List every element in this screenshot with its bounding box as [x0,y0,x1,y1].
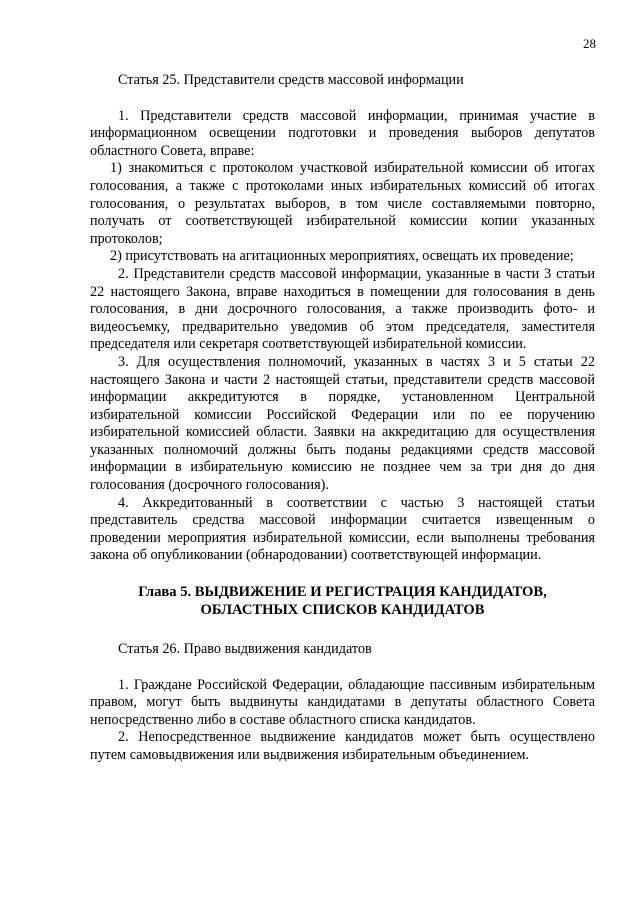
article-26-paragraph: 2. Непосредственное выдвижение кандидатов может быть осуществлено путем самовыдвижения или выдвижения избирательным объединением. [90,729,595,763]
chapter-5-title-line: Глава 5. ВЫДВИЖЕНИЕ И РЕГИСТРАЦИЯ КАНДИДАТОВ, [138,584,547,601]
article-25-paragraph: 2) присутствовать на агитационных мероприятиях, освещать их проведение; [110,248,574,265]
chapter-5-title [90,583,595,619]
article-25-paragraph: 1) знакомиться с протоколом участковой избирательной комиссии об итогах голосования, а также с протоколами иных избирательных комиссий об итогах голосования, о результатах выборов, в том числе составляемыми повторно, получать от соответствующей избирательной комиссии копии указанных протоколов; [90,160,595,247]
article-25-paragraph: 4. Аккредитованный в соответствии с частью 3 настоящей статьи представитель средства массовой информации считается извещенным о проведении мероприятия избирательной комиссии, если выполнены требования закона об опубликовании (обнародовании) соответствующей информации. [90,494,595,564]
page-number: 28 [583,36,596,51]
article-25-paragraph: 1. Представители средств массовой информации, принимая участие в информационном освещении подготовки и проведения выборов депутатов областного Совета, вправе: [90,107,595,159]
article-26-paragraph: 1. Граждане Российской Федерации, обладающие пассивным избирательным правом, могут быть выдвинуты кандидатами в депутаты областного Совета непосредственно либо в составе областного списка кандидатов. [90,676,595,728]
article-25-paragraph: 3. Для осуществления полномочий, указанных в частях 3 и 5 статьи 22 настоящего Закона и части 2 настоящей статьи, представители средств массовой информации аккредитуются в порядке, установленном Центральной избирательной комиссии Российской Федерации или по ее поручению избирательной комиссией области. Заявки на аккредитацию для осуществления указанных полномочий должны быть поданы редакциями средств массовой информации в избирательную комиссию не позднее чем за три дня до дня голосования (досрочного голосования). [90,353,595,494]
document-content [90,72,595,765]
article-26-heading: Статья 26. Право выдвижения кандидатов [118,641,372,658]
chapter-5-title-line: ОБЛАСТНЫХ СПИСКОВ КАНДИДАТОВ [200,602,485,619]
article-25-heading: Статья 25. Представители средств массовой информации [118,72,464,88]
article-25-paragraph: 2. Представители средств массовой информации, указанные в части 3 статьи 22 настоящего Закона, вправе находиться в помещении для голосования в день голосования, в дни досрочного голосования, а также производить фото- и видеосъемку, предварительно уведомив об этом председателя, заместителя председателя или секретаря соответствующей избирательной комиссии. [90,265,595,353]
